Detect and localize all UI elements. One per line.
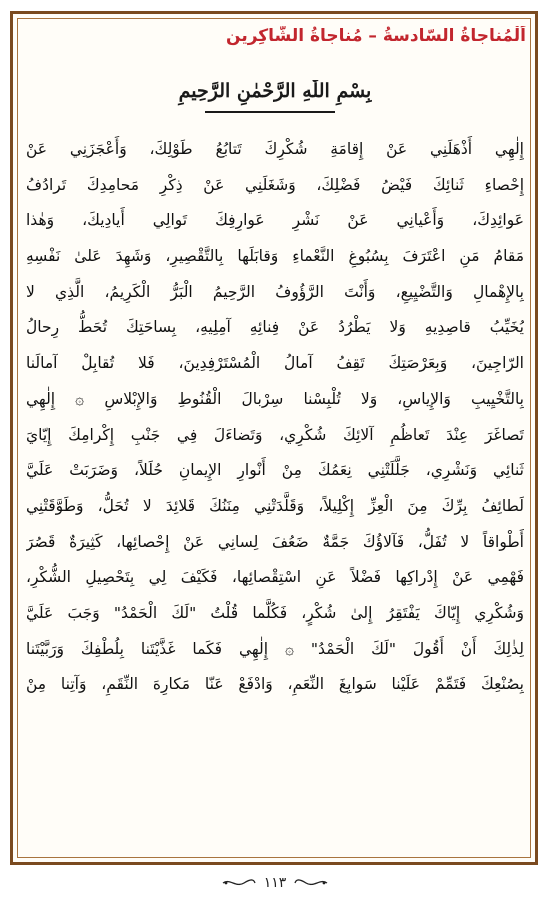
text-line: مَقامُ مَنِ اعْتَرَفَ بِسُبُوغِ النَّعْماءِ وَقابَلَها بِالتَّقْصِيرِ، وَشَهِدَ عَلىٰ نَفْسِهِ bbox=[26, 247, 524, 266]
text-line: إِلٰهِي أَذْهَلَنِي عَنْ إِقامَةِ شُكْرِكَ تَتابُعُ طَوْلِكَ، وَأَعْجَزَنِي عَنْ bbox=[26, 140, 524, 158]
text-line: ثَنائِي وَنَشْرِي، جَلَّلَتْنِي نِعَمُكَ مِنْ أَنْوارِ الإِيمانِ حُلَلاً، وَضَرَبَتْ عَلَيَّ bbox=[26, 461, 524, 480]
text-line: يُخَيِّبُ قاصِدِيهِ وَلا يَطْرُدُ عَنْ فِنائِهِ آمِلِيهِ، بِساحَتِكَ تُحَطُّ رِحالُ bbox=[26, 318, 524, 337]
text-line: إِحْصاءِ ثَنائِكَ فَيْضُ فَضْلِكَ، وَشَغَلَنِي عَنْ ذِكْرِ مَحامِدِكَ تَرادُفُ bbox=[26, 175, 524, 194]
right-flourish-icon bbox=[294, 878, 328, 888]
text-line: عَوائِدِكَ، وَأَعْيانِي عَنْ نَشْرِ عَوارِفِكَ تَوالِي أَيادِيكَ، وَهٰذا bbox=[26, 211, 524, 230]
page-number: ١١٣ bbox=[263, 875, 287, 891]
page-footer bbox=[200, 872, 350, 894]
text-line: فَهْمِي عَنْ إِدْراكِها فَضْلاً عَنِ اسْتِقْصائِها، فَكَيْفَ لِي بِتَحْصِيلِ الشُّكْرِ، bbox=[26, 568, 524, 587]
text-line: بِالتَّخْيِيبِ وَالإِياسِ، وَلا تُلْبِسْنا سِرْبالَ الْقُنُوطِ وَالإِبْلاسِ ۞ إِلٰهِي bbox=[26, 389, 524, 408]
left-flourish-icon bbox=[222, 878, 256, 888]
text-line: تَصاغَرَ عِنْدَ تَعاظُمِ آلائِكَ شُكْرِي، وَتَضاءَلَ فِي جَنْبِ إِكْرامِكَ إِيّايَ bbox=[26, 425, 524, 444]
text-line: الرّاجِينَ، وَبِعَرْصَتِكَ تَقِفُ آمالُ الْمُسْتَرْفِدِينَ، فَلا تُقابِلْ آمالَنا bbox=[26, 354, 524, 373]
text-line: أَطْواقاً لا تُفَلُّ، فَآلاؤُكَ جَمَّةٌ ضَعُفَ لِسانِي عَنْ إِحْصائِها، كَثِيرَةٌ قَصُرَ bbox=[26, 532, 524, 551]
text-line: بِصُنْعِكَ فَتَمِّمْ عَلَيْنا سَوابِغَ النِّعَمِ، وَادْفَعْ عَنّا مَكارِهَ النِّقَمِ، وَآتِنا مِنْ bbox=[26, 675, 524, 694]
supplication-text bbox=[26, 132, 524, 847]
basmala-calligraphy: بِسْمِ اللّٰهِ الرَّحْمٰنِ الرَّحِيمِ bbox=[178, 80, 372, 102]
text-line: لِذٰلِكَ أَنْ أَقُولَ "لَكَ الْحَمْدُ" ۞ إِلٰهِي فَكَما غَذَّيْتَنا بِلُطْفِكَ وَرَبَّيْتَنا bbox=[26, 639, 524, 658]
text-line: لَطائِفُ بِرِّكَ مِنَ الْعِزِّ إِكْلِيلاً، وَقَلَّدَتْنِي مِنَنُكَ قَلائِدَ لا تُحَلُّ، وَطَوَّقَتْنِي bbox=[26, 496, 524, 515]
text-line: وَشُكْرِي إِيّاكَ يَفْتَقِرُ إِلىٰ شُكْرٍ، فَكُلَّما قُلْتُ "لَكَ الْحَمْدُ" وَجَبَ عَلَيَّ bbox=[26, 603, 524, 622]
page-header-title: اَلْمُناجاةُ السّادسةُ – مُناجاةُ الشّاكِرين bbox=[226, 26, 526, 46]
text-line: بِالإِهْمالِ وَالتَّضْيِيعِ، وَأَنْتَ الرَّؤُوفُ الرَّحِيمُ الْبَرُّ الْكَرِيمُ، الَّذِي لا bbox=[26, 282, 524, 301]
basmala-underline bbox=[205, 111, 335, 113]
